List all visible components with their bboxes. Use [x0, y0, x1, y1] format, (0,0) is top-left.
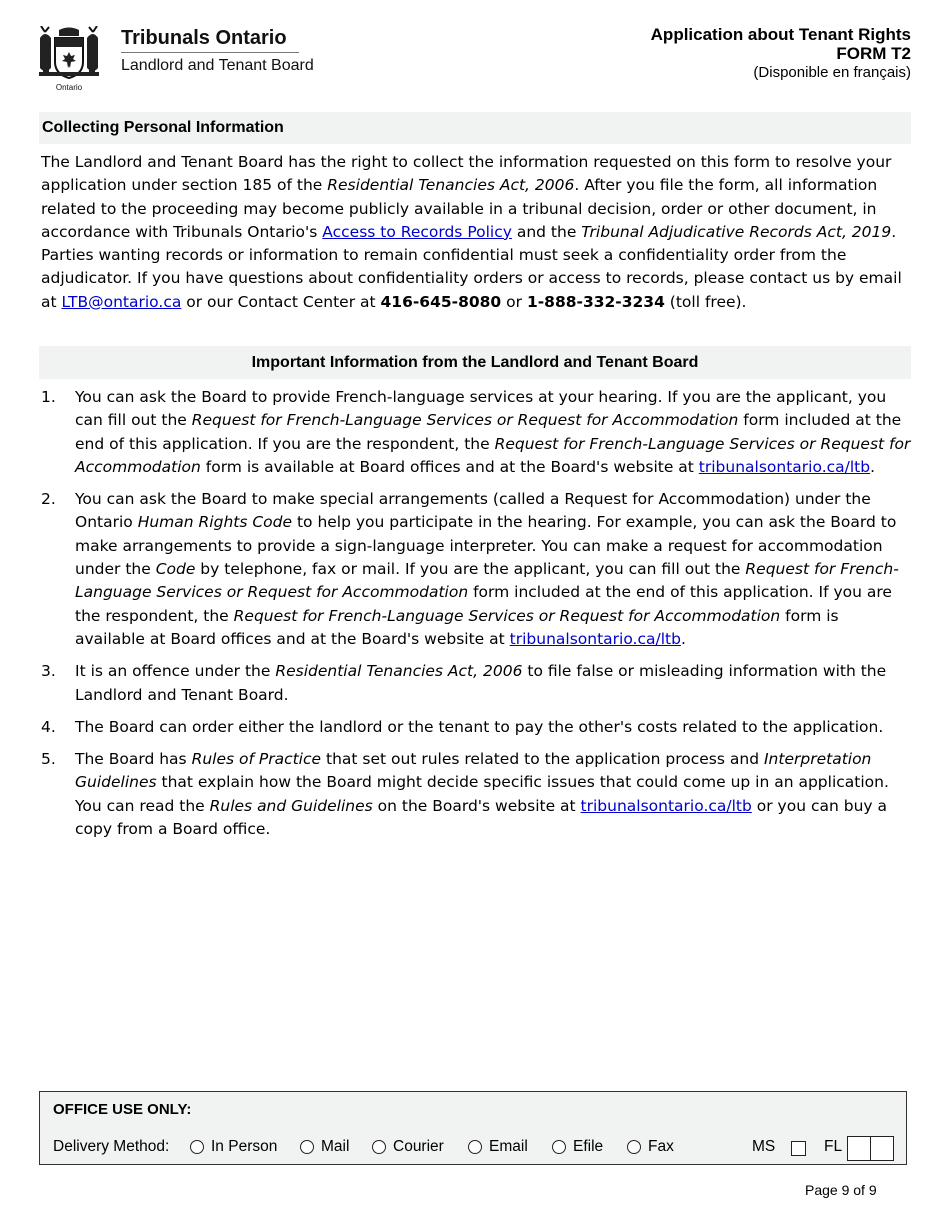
- form-title: Application about Tenant Rights: [650, 25, 911, 44]
- crest-label: Ontario: [55, 83, 83, 92]
- org-divider: [121, 52, 299, 53]
- logo-block: [37, 26, 315, 94]
- form-number: FORM T2: [836, 44, 911, 63]
- radio-circle-icon[interactable]: [372, 1140, 386, 1154]
- radio-circle-icon[interactable]: [468, 1140, 482, 1154]
- fl-input-2[interactable]: [870, 1136, 894, 1161]
- radio-circle-icon[interactable]: [552, 1140, 566, 1154]
- french-note: (Disponible en français): [753, 64, 911, 81]
- form-header: [651, 25, 911, 82]
- collecting-heading: Collecting Personal Information: [39, 112, 911, 144]
- access-records-policy-link[interactable]: Access to Records Policy: [322, 222, 512, 241]
- radio-circle-icon[interactable]: [300, 1140, 314, 1154]
- office-use-box: [39, 1091, 907, 1165]
- list-item: 5. The Board has Rules of Practice that set out rules related to the application process and Interpretation Guidelines that explain how the Board might decide specific issues that could come up in an application. You can read the Rules and Guidelines on the Board's website at tribunalsontario.ca/ltb or you can buy a copy from a Board office.: [41, 750, 889, 839]
- org-name: Tribunals Ontario: [121, 27, 287, 49]
- website-link[interactable]: tribunalsontario.ca/ltb: [509, 629, 681, 648]
- ms-label: MS: [752, 1138, 776, 1155]
- website-link[interactable]: tribunalsontario.ca/ltb: [580, 796, 752, 815]
- important-list: [41, 386, 913, 850]
- radio-email[interactable]: Email: [468, 1138, 528, 1156]
- radio-courier[interactable]: Courier: [372, 1138, 444, 1156]
- list-item: 2. You can ask the Board to make special arrangements (called a Request for Accommodation) under the Ontario Human Rights Code to help you participate in the hearing. For example, you can ask the Board to make arrangements to provide a sign-language interpreter. You can make a request for accommodation under the Code by telephone, fax or mail. If you are the applicant, you can fill out the Request for French-Language Services or Request for Accommodation form included at the end of this application. If you are the respondent, the Request for French-Language Services or Request for Accommodation form is available at Board offices and at the Board's website at tribunalsontario.ca/ltb.: [41, 490, 899, 648]
- email-link[interactable]: LTB@ontario.ca: [61, 292, 182, 311]
- fl-label: FL: [824, 1138, 843, 1155]
- org-subtitle: Landlord and Tenant Board: [121, 57, 314, 74]
- list-item: 4. The Board can order either the landlord or the tenant to pay the other's costs related to the application.: [41, 717, 884, 736]
- radio-efile[interactable]: Efile: [552, 1138, 603, 1156]
- office-use-title: OFFICE USE ONLY:: [53, 1101, 192, 1118]
- radio-in-person[interactable]: In Person: [190, 1138, 277, 1156]
- page-number: Page 9 of 9: [805, 1182, 877, 1198]
- delivery-method-label: Delivery Method:: [53, 1138, 170, 1155]
- radio-circle-icon[interactable]: [190, 1140, 204, 1154]
- ontario-crest-icon: [37, 26, 101, 92]
- collecting-paragraph: The Landlord and Tenant Board has the right to collect the information requested on this form to resolve your application under section 185 of the Residential Tenancies Act, 2006. After you file the form, all information related to the proceeding may become publicly available in a tribunal decision, order or other document, in accordance with Tribunals Ontario's Access to Records Policy and the Tribunal Adjudicative Records Act, 2019. Parties wanting records or information to remain confidential must seek a confidentiality order from the adjudicator. If you have questions about confidentiality orders or access to records, please contact us by email at LTB@ontario.ca or our Contact Center at 416-645-8080 or 1-888-332-3234 (toll free).: [41, 153, 902, 311]
- list-item: 1. You can ask the Board to provide French-language services at your hearing. If you are the applicant, you can fill out the Request for French-Language Services or Request for Accommodation form included at the end of this application. If you are the respondent, the Request for French-Language Services or Request for Accommodation form is available at Board offices and at the Board's website at tribunalsontario.ca/ltb.: [41, 388, 911, 476]
- important-heading: Important Information from the Landlord and Tenant Board: [39, 346, 911, 379]
- fl-input-1[interactable]: [847, 1136, 871, 1161]
- radio-fax[interactable]: Fax: [627, 1138, 674, 1156]
- radio-mail[interactable]: Mail: [300, 1138, 349, 1156]
- radio-circle-icon[interactable]: [627, 1140, 641, 1154]
- website-link[interactable]: tribunalsontario.ca/ltb: [698, 457, 871, 476]
- ms-checkbox[interactable]: [791, 1141, 806, 1156]
- list-item: 3. It is an offence under the Residential Tenancies Act, 2006 to file false or misleading information with the Landlord and Tenant Board.: [41, 662, 887, 704]
